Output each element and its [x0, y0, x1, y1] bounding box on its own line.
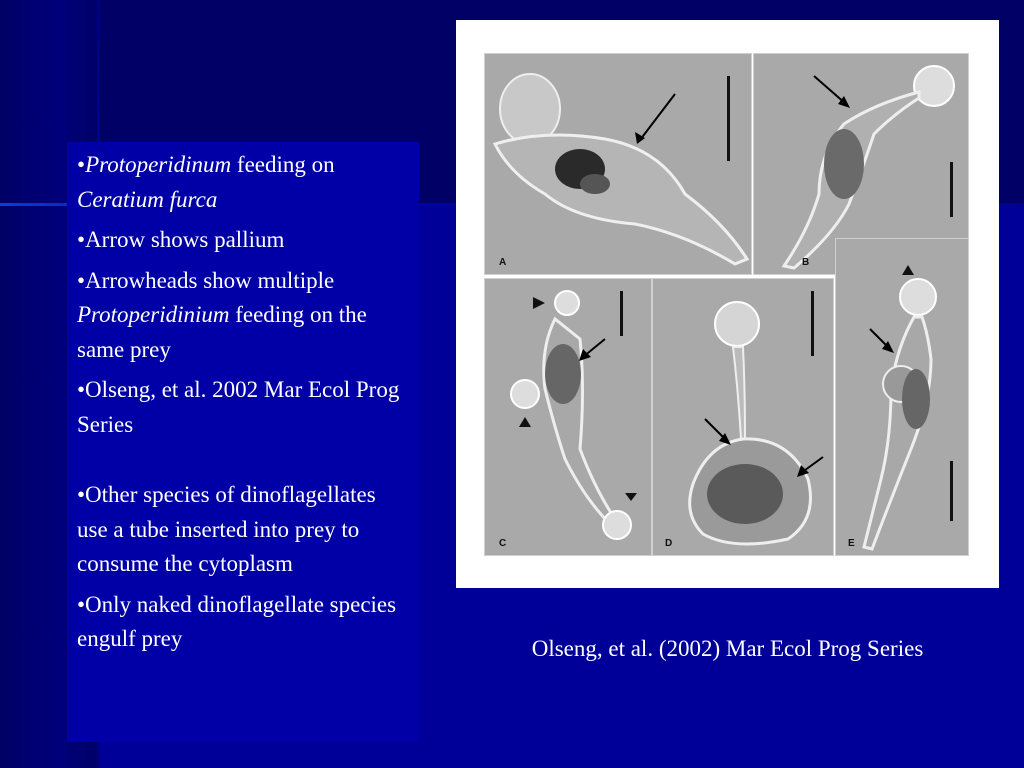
bullet-italic-text: Ceratium furca: [77, 186, 218, 212]
bullet-item: [77, 478, 407, 582]
panel-d-image: [653, 279, 833, 555]
panel-d-label: D: [665, 538, 673, 549]
micrograph-figure: [456, 20, 999, 588]
panel-a-label: A: [499, 257, 507, 268]
panel-e: [835, 238, 969, 556]
bullet-list: [77, 148, 407, 663]
panel-b-label: B: [802, 257, 810, 268]
bullet-text: •Arrowheads show multiple: [77, 267, 335, 293]
panel-c-label: C: [499, 538, 507, 549]
figure-caption: Olseng, et al. (2002) Mar Ecol Prog Series: [531, 636, 924, 661]
bullet-item: [77, 588, 407, 657]
bullet-text: •Other species of dinoflagellates use a tube inserted into prey to consume the cytoplasm: [77, 482, 376, 576]
bullet-italic-text: Protoperidinium: [77, 302, 230, 327]
panel-a-image: [485, 54, 751, 274]
bullet-item: [77, 148, 407, 217]
panel-d: [652, 278, 834, 556]
panel-c: [484, 278, 652, 556]
bullet-text: feeding on the same prey: [77, 302, 367, 362]
bullet-item: [77, 223, 407, 258]
bullet-italic-text: Protoperidinum: [85, 152, 232, 177]
bullet-item: [77, 373, 407, 442]
bullet-item: [77, 264, 407, 368]
panel-a: [484, 53, 752, 275]
bullet-text: •: [77, 152, 86, 177]
panel-c-image: [485, 279, 651, 555]
bullet-text: •Olseng, et al. 2002 Mar Ecol Prog Series: [77, 377, 400, 437]
panel-e-label: E: [848, 538, 855, 549]
bullet-text: •Arrow shows pallium: [77, 227, 285, 252]
panel-e-image: [836, 239, 968, 555]
bullet-text: feeding on: [231, 152, 335, 177]
bullet-text: •Only naked dinoflagellate species engulf prey: [77, 591, 397, 651]
